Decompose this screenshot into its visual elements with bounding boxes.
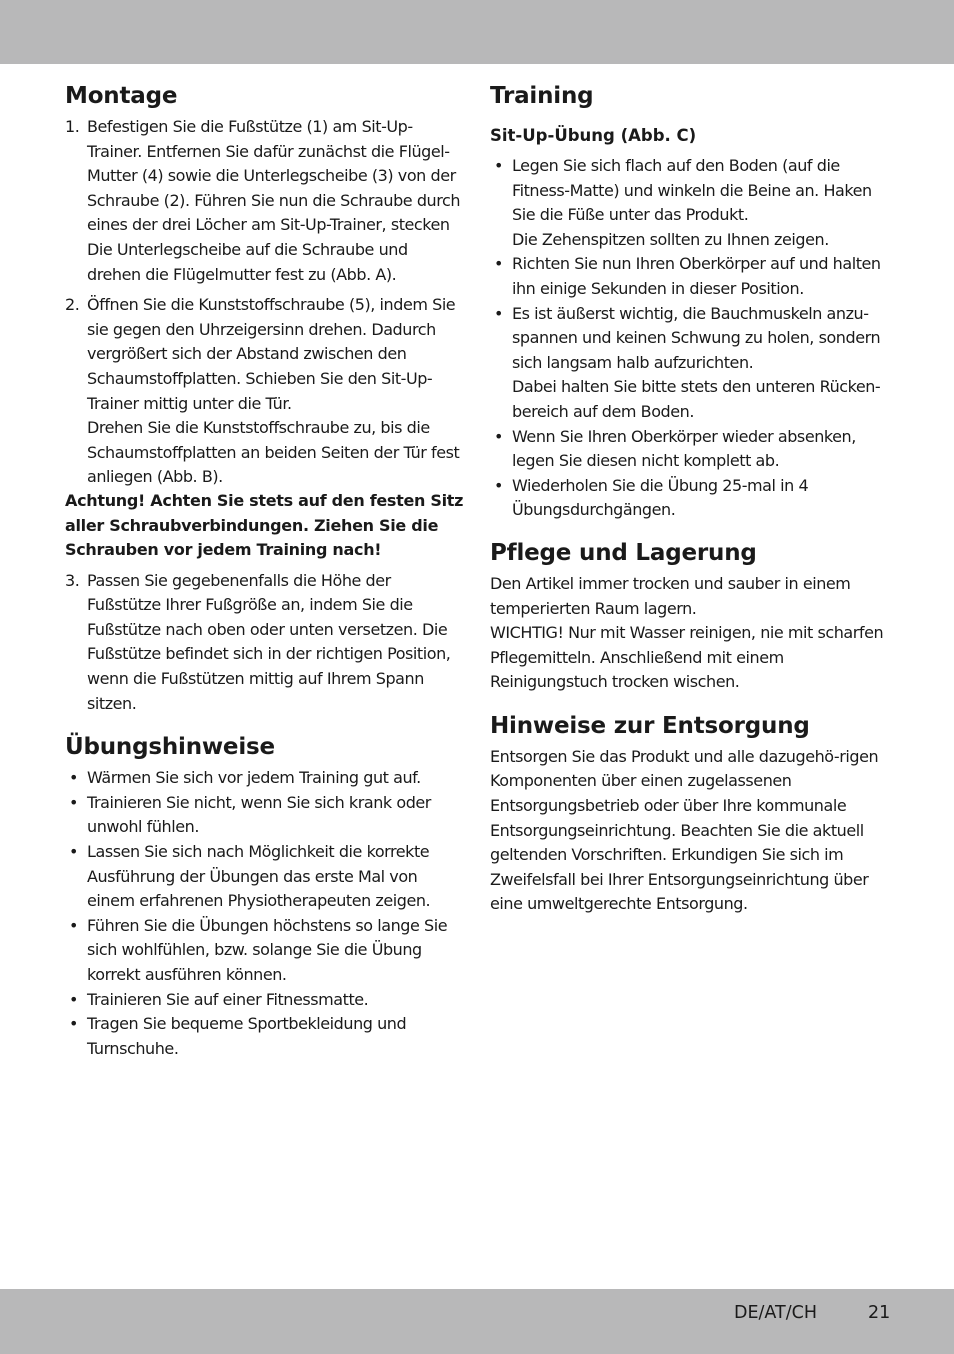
pflege-paragraph-2: WICHTIG! Nur mit Wasser reinigen, nie mit scharfen Pflegemitteln. Anschließend mit einem Reinigungstuch trocken wischen. bbox=[490, 623, 884, 692]
list-item-text: Lassen Sie sich nach Möglichkeit die korrekte Ausführung der Übungen das erste Mal von einem erfahrenen Physiotherapeuten zeigen. bbox=[87, 842, 431, 911]
bullet-icon: • bbox=[494, 426, 503, 446]
list-item-text: Tragen Sie bequeme Sportbekleidung und Turnschuhe. bbox=[87, 1014, 407, 1058]
montage-steps bbox=[65, 115, 465, 490]
footer-region-label: DE/AT/CH bbox=[734, 1303, 818, 1323]
list-item-text: Wiederholen Sie die Übung 25-mal in 4 Übungsdurchgängen. bbox=[512, 475, 809, 520]
list-item-text: Es ist äußerst wichtig, die Bauchmuskeln anzu-spannen und keinen Schwung zu holen, sondern sich langsam halb aufzurichten. bbox=[512, 303, 881, 372]
bullet-icon: • bbox=[69, 842, 78, 862]
list-item bbox=[490, 154, 890, 252]
bullet-icon: • bbox=[494, 254, 503, 274]
list-item bbox=[490, 252, 890, 301]
bullet-icon: • bbox=[69, 915, 78, 935]
montage-step-1 bbox=[65, 115, 465, 287]
training-list bbox=[490, 154, 890, 523]
bullet-icon: • bbox=[69, 792, 78, 812]
section-heading-pflege: Pflege und Lagerung bbox=[490, 539, 757, 566]
step-text: Befestigen Sie die Fußstütze (1) am Sit-Up-Trainer. Entfernen Sie dafür zunächst die Flügel-Mutter (4) sowie die Unterlegscheibe (3) von der Schraube (2). Führen Sie nun die Schraube durch eines der drei Löcher am Sit-Up-Trainer, stecken Die Unterlegscheibe auf die Schraube und drehen die Flügelmutter fest zu (Abb. A). bbox=[87, 117, 461, 284]
step-text: Öffnen Sie die Kunststoffschraube (5), indem Sie sie gegen den Uhrzeigersinn drehen. Dadurch vergrößert sich der Abstand zwischen den Schaumstoffplatten. Schieben Sie den Sit-Up-Trainer mittig unter die Tür. bbox=[87, 295, 456, 413]
list-item bbox=[490, 302, 890, 425]
bullet-icon: • bbox=[494, 303, 503, 323]
list-item-text: Trainieren Sie nicht, wenn Sie sich krank oder unwohl fühlen. bbox=[87, 792, 431, 837]
warning-note: Achtung! Achten Sie stets auf den festen Sitz aller Schraubverbindungen. Ziehen Sie die Schrauben vor jedem Training nach! bbox=[65, 490, 464, 560]
page-number: 21 bbox=[868, 1303, 891, 1323]
list-item-text: Legen Sie sich flach auf den Boden (auf die Fitness-Matte) und winkeln die Beine an. Haken Sie die Füße unter das Produkt. bbox=[512, 156, 872, 225]
bullet-icon: • bbox=[494, 156, 503, 175]
list-item bbox=[65, 791, 465, 840]
step-number: 2. bbox=[65, 295, 80, 315]
list-item bbox=[490, 425, 890, 474]
bullet-icon: • bbox=[494, 475, 503, 495]
list-item-text-continued: Die Zehenspitzen sollten zu Ihnen zeigen. bbox=[512, 229, 829, 249]
step-text-continued: Drehen Sie die Kunststoffschraube zu, bis die Schaumstoffplatten an beiden Seiten der Tür fest anliegen (Abb. B). bbox=[87, 418, 460, 487]
section-heading-montage: Montage bbox=[65, 83, 178, 109]
pflege-paragraph-1: Den Artikel immer trocken und sauber in einem temperierten Raum lagern. bbox=[490, 573, 851, 618]
bullet-icon: • bbox=[69, 1014, 78, 1034]
list-item bbox=[65, 914, 465, 988]
uebungshinweise-list bbox=[65, 766, 465, 1061]
bullet-icon: • bbox=[69, 768, 78, 788]
list-item bbox=[65, 766, 465, 791]
section-heading-training: Training bbox=[490, 83, 594, 109]
list-item bbox=[65, 840, 465, 914]
list-item-text: Trainieren Sie auf einer Fitnessmatte. bbox=[87, 989, 369, 1009]
step-number: 3. bbox=[65, 570, 80, 590]
subheading-sit-up: Sit-Up-Übung (Abb. C) bbox=[490, 126, 697, 145]
left-column bbox=[65, 80, 465, 1061]
list-item bbox=[65, 1012, 465, 1061]
list-item-text: Führen Sie die Übungen höchstens so lange Sie sich wohlfühlen, bzw. solange Sie die Übung korrekt ausführen können. bbox=[87, 915, 448, 984]
section-heading-entsorgung: Hinweise zur Entsorgung bbox=[490, 712, 810, 739]
montage-step-3 bbox=[65, 569, 465, 717]
montage-steps-continued bbox=[65, 569, 465, 717]
right-column bbox=[490, 80, 890, 917]
montage-step-2 bbox=[65, 293, 465, 490]
list-item bbox=[65, 988, 465, 1013]
section-heading-uebungshinweise: Übungshinweise bbox=[65, 734, 275, 761]
step-text: Passen Sie gegebenenfalls die Höhe der Fußstütze Ihrer Fußgröße an, indem Sie die Fußstütze nach oben oder unten versetzen. Die Fußstütze befindet sich in der richtigen Position, wenn die Fußstützen mittig auf Ihrem Spann sitzen. bbox=[87, 570, 451, 713]
list-item-text: Richten Sie nun Ihren Oberkörper auf und halten ihn einige Sekunden in dieser Position. bbox=[512, 254, 881, 298]
entsorgung-paragraph: Entsorgen Sie das Produkt und alle dazugehö-rigen Komponenten über einen zugelassenen Entsorgungsbetrieb oder über Ihre kommunale Entsorgungseinrichtung. Beachten Sie die aktuell geltenden Vorschriften. Erkundigen Sie sich im Zweifelsfall bei Ihrer Entsorgungseinrichtung über eine umweltgerechte Entsorgung. bbox=[490, 746, 879, 914]
bullet-icon: • bbox=[69, 989, 78, 1009]
header-bar bbox=[0, 0, 954, 64]
list-item-text: Wenn Sie Ihren Oberkörper wieder absenken, legen Sie diesen nicht komplett ab. bbox=[512, 426, 856, 471]
list-item-text: Wärmen Sie sich vor jedem Training gut auf. bbox=[87, 768, 421, 788]
list-item-text-continued: Dabei halten Sie bitte stets den unteren Rücken-bereich auf dem Boden. bbox=[512, 377, 881, 421]
step-number: 1. bbox=[65, 117, 80, 136]
list-item bbox=[490, 474, 890, 523]
